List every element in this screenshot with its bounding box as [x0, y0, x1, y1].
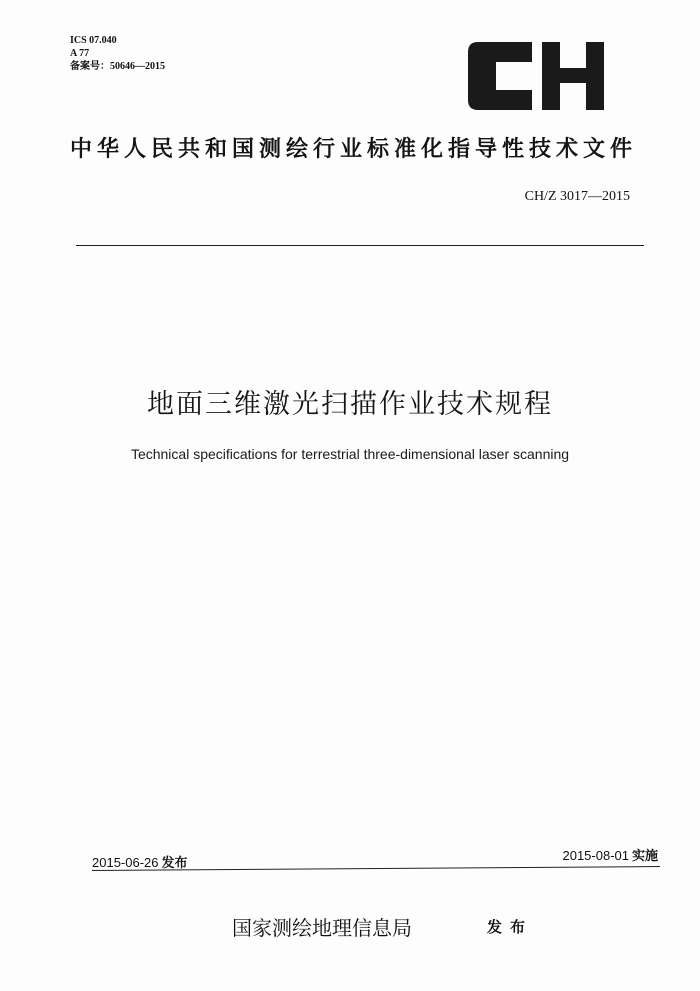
issue-label: 发布 [161, 856, 188, 871]
implement-label: 实施 [631, 849, 658, 864]
ics-code: ICS 07.040 [70, 35, 117, 46]
issuing-action: 发布 [487, 918, 534, 936]
classification-code: A 77 [70, 48, 90, 59]
ch-logo [466, 40, 606, 112]
document-title-english: Technical specifications for terrestrial three-dimensional laser scanning [130, 446, 570, 462]
classification-block [70, 34, 165, 73]
issuing-category: 中华人民共和国测绘行业标准化指导性技术文件 [70, 137, 638, 162]
record-number: 备案号：50646—2015 [70, 61, 165, 72]
issuing-authority: 国家测绘地理信息局 [232, 916, 412, 940]
implement-date: 2015-08-01 [562, 848, 629, 863]
implement-date-line [562, 845, 658, 864]
document-title-chinese: 地面三维激光扫描作业技术规程 [147, 389, 553, 420]
issue-date: 2015-06-26 [92, 855, 159, 870]
standard-code: CH/Z 3017—2015 [524, 189, 630, 204]
issue-date-line [92, 852, 188, 871]
header-divider [76, 245, 644, 246]
